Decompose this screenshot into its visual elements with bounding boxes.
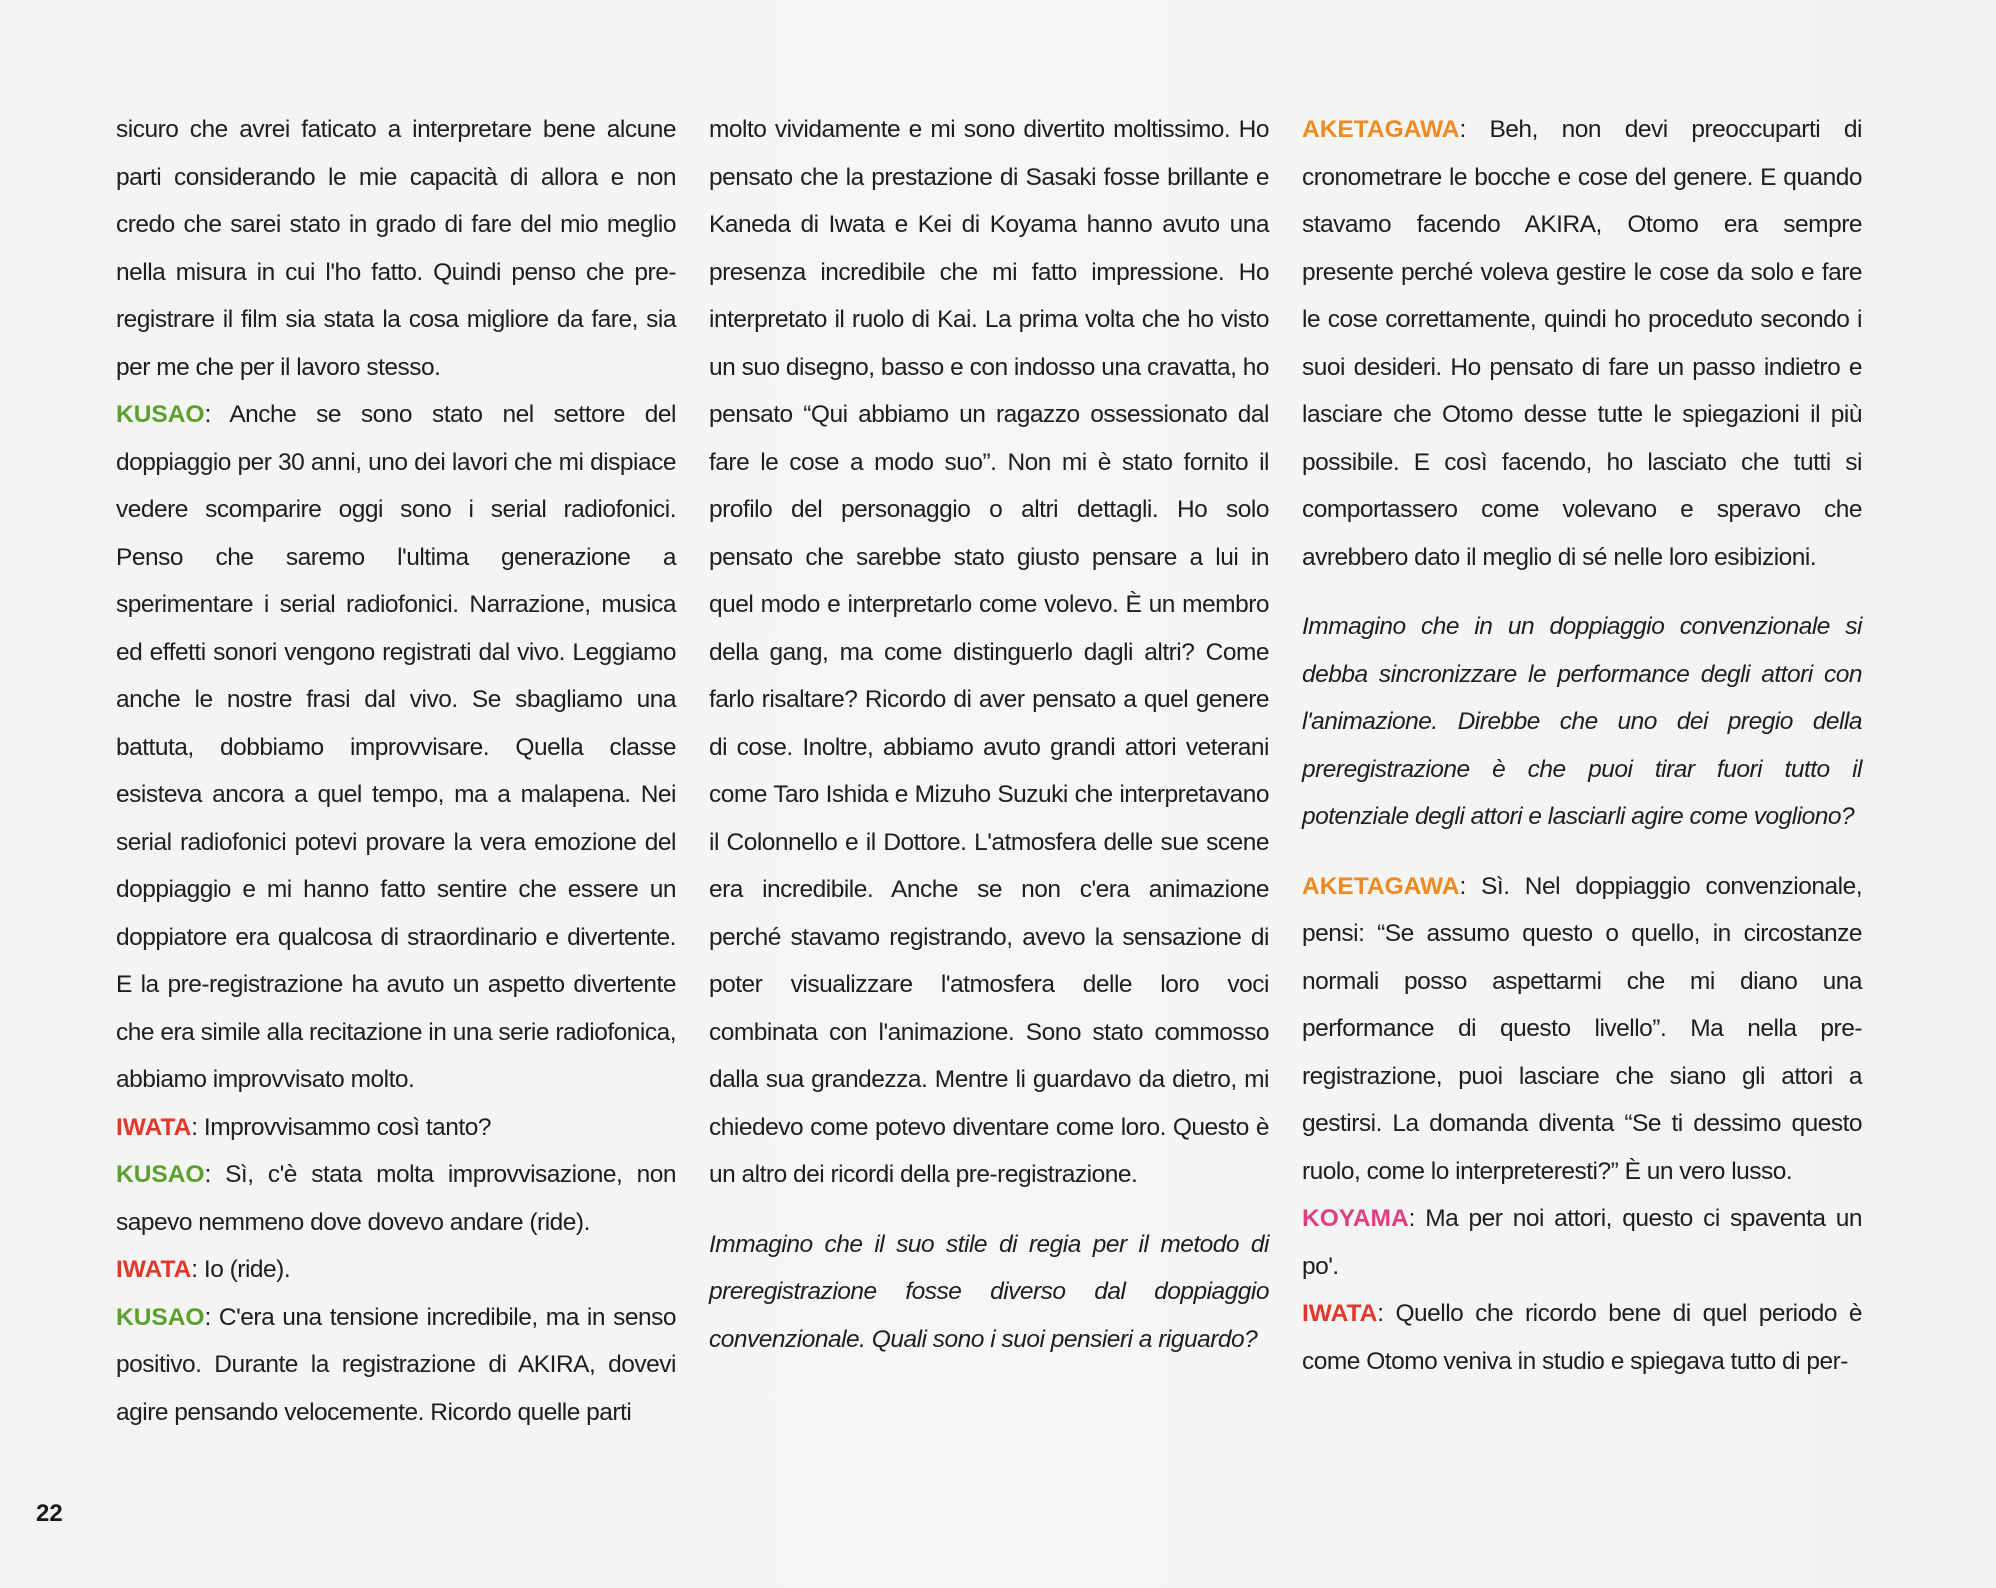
text-column-3 bbox=[1302, 106, 1862, 1385]
paragraph: sicuro che avrei faticato a interpretare bene alcune parti considerando le mie capacità di allora e non credo che sarei stato in grado di fare del mio meglio nella misura in cui l'ho fatto. Quindi penso che pre-registrare il film sia stata la cosa migliore da fare, sia per me che per il lavoro stesso. bbox=[116, 116, 676, 381]
speech-text: : Quello che ricordo bene di quel periodo è come Otomo veniva in studio e spiegava tutto di per- bbox=[1302, 1300, 1862, 1375]
paragraph-aketagawa bbox=[1302, 863, 1862, 1196]
paragraph-iwata bbox=[116, 1246, 676, 1294]
interviewer-question: Immagino che il suo stile di regia per il metodo di preregistrazione fosse diverso dal doppiaggio convenzionale. Quali sono i suoi pensieri a riguardo? bbox=[709, 1230, 1269, 1353]
speaker-name: IWATA bbox=[116, 1113, 192, 1141]
speech-text: : Improvvisammo così tanto? bbox=[191, 1113, 491, 1141]
paragraph-iwata bbox=[1302, 1290, 1862, 1385]
speech-text: : Ma per noi attori, questo ci spaventa un po'. bbox=[1302, 1205, 1862, 1280]
paragraph-kusao bbox=[116, 1151, 676, 1246]
paragraph-kusao bbox=[116, 391, 676, 1104]
speaker-name: KUSAO bbox=[116, 1161, 205, 1188]
paragraph: molto vividamente e mi sono divertito moltissimo. Ho pensato che la prestazione di Sasaki fosse brillante e Kaneda di Iwata e Kei di Koyama hanno avuto una presenza incredibile che mi fatto impressione. Ho interpretato il ruolo di Kai. La prima volta che ho visto un suo disegno, basso e con indosso una cravatta, ho pensato “Qui abbiamo un ragazzo ossessionato dal fare le cose a modo suo”. Non mi è stato fornito il profilo del personaggio o altri dettagli. Ho solo pensato che sarebbe stato giusto pensare a lui in quel modo e interpretarlo come volevo. È un membro della gang, ma come distinguerlo dagli altri? Come farlo risaltare? Ricordo di aver pensato a quel genere di cose. Inoltre, abbiamo avuto grandi attori veterani come Taro Ishida e Mizuho Suzuki che interpretavano il Colonnello e il Dottore. L'atmosfera delle sue scene era incredibile. Anche se non c'era animazione perché stavamo registrando, avevo la sensazione di poter visualizzare l'atmosfera delle loro voci combinata con l'animazione. Sono stato commosso dalla sua grandezza. Mentre li guardavo da dietro, mi chiedevo come potevo diventare come loro. Questo è un altro dei ricordi della pre-registrazione. bbox=[709, 116, 1269, 1188]
page-number: 22 bbox=[36, 1500, 63, 1527]
speech-text: : Sì. Nel doppiaggio convenzionale, pensi: “Se assumo questo o quello, in circostanze normali posso aspettarmi che mi diano una performance di questo livello”. Ma nella pre-registrazione, puoi lasciare che siano gli attori a gestirsi. La domanda diventa “Se ti dessimo questo ruolo, come lo interpreteresti?” È un vero lusso. bbox=[1302, 872, 1862, 1185]
speech-text: : Io (ride). bbox=[191, 1256, 291, 1283]
paragraph-kusao bbox=[116, 1294, 676, 1437]
speaker-name: IWATA bbox=[116, 1256, 192, 1283]
speaker-name: KUSAO bbox=[116, 401, 205, 428]
speech-text: : Anche se sono stato nel settore del doppiaggio per 30 anni, uno dei lavori che mi dispiace vedere scomparire oggi sono i serial radiofonici. Penso che saremo l'ultima generazione a sperimentare i serial radiofonici. Narrazione, musica ed effetti sonori vengono registrati dal vivo. Leggiamo anche le nostre frasi dal vivo. Se sbagliamo una battuta, dobbiamo improvvisare. Quella classe esisteva ancora a quel tempo, ma a malapena. Nei serial radiofonici potevi provare la vera emozione del doppiaggio e mi hanno fatto sentire che essere un doppiatore era qualcosa di straordinario e divertente. E la pre-registrazione ha avuto un aspetto divertente che era simile alla recitazione in una serie radiofonica, abbiamo improvvisato molto. bbox=[116, 401, 676, 1093]
paragraph-koyama bbox=[1302, 1195, 1862, 1290]
speaker-name: AKETAGAWA bbox=[1302, 116, 1460, 143]
text-column-2 bbox=[709, 106, 1269, 1363]
interviewer-question: Immagino che in un doppiaggio convenzionale si debba sincronizzare le performance degli attori con l'animazione. Direbbe che uno dei pregio della preregistrazione è che puoi tirar fuori tutto il potenziale degli attori e lasciarli agire come vogliono? bbox=[1302, 613, 1862, 830]
speaker-name: AKETAGAWA bbox=[1302, 872, 1460, 900]
paragraph-aketagawa bbox=[1302, 106, 1862, 581]
speech-text: : Sì, c'è stata molta improvvisazione, non sapevo nemmeno dove dovevo andare (ride). bbox=[116, 1161, 676, 1236]
speech-text: : Beh, non devi preoccuparti di cronometrare le bocche e cose del genere. E quando stavamo facendo AKIRA, Otomo era sempre presente perché voleva gestire le cose da solo e fare le cose correttamente, quindi ho proceduto secondo i suoi desideri. Ho pensato di fare un passo indietro e lasciare che Otomo desse tutte le spiegazioni il più possibile. E così facendo, ho lasciato che tutti si comportassero come volevano e speravo che avrebbero dato il meglio di sé nelle loro esibizioni. bbox=[1302, 116, 1862, 571]
speaker-name: KOYAMA bbox=[1302, 1205, 1409, 1232]
speaker-name: IWATA bbox=[1302, 1300, 1378, 1327]
paragraph-iwata bbox=[116, 1104, 676, 1152]
text-column-1 bbox=[116, 106, 676, 1436]
speaker-name: KUSAO bbox=[116, 1303, 205, 1331]
speech-text: : C'era una tensione incredibile, ma in senso positivo. Durante la registrazione di AKIRA, dovevi agire pensando velocemente. Ricordo quelle parti bbox=[116, 1303, 676, 1426]
